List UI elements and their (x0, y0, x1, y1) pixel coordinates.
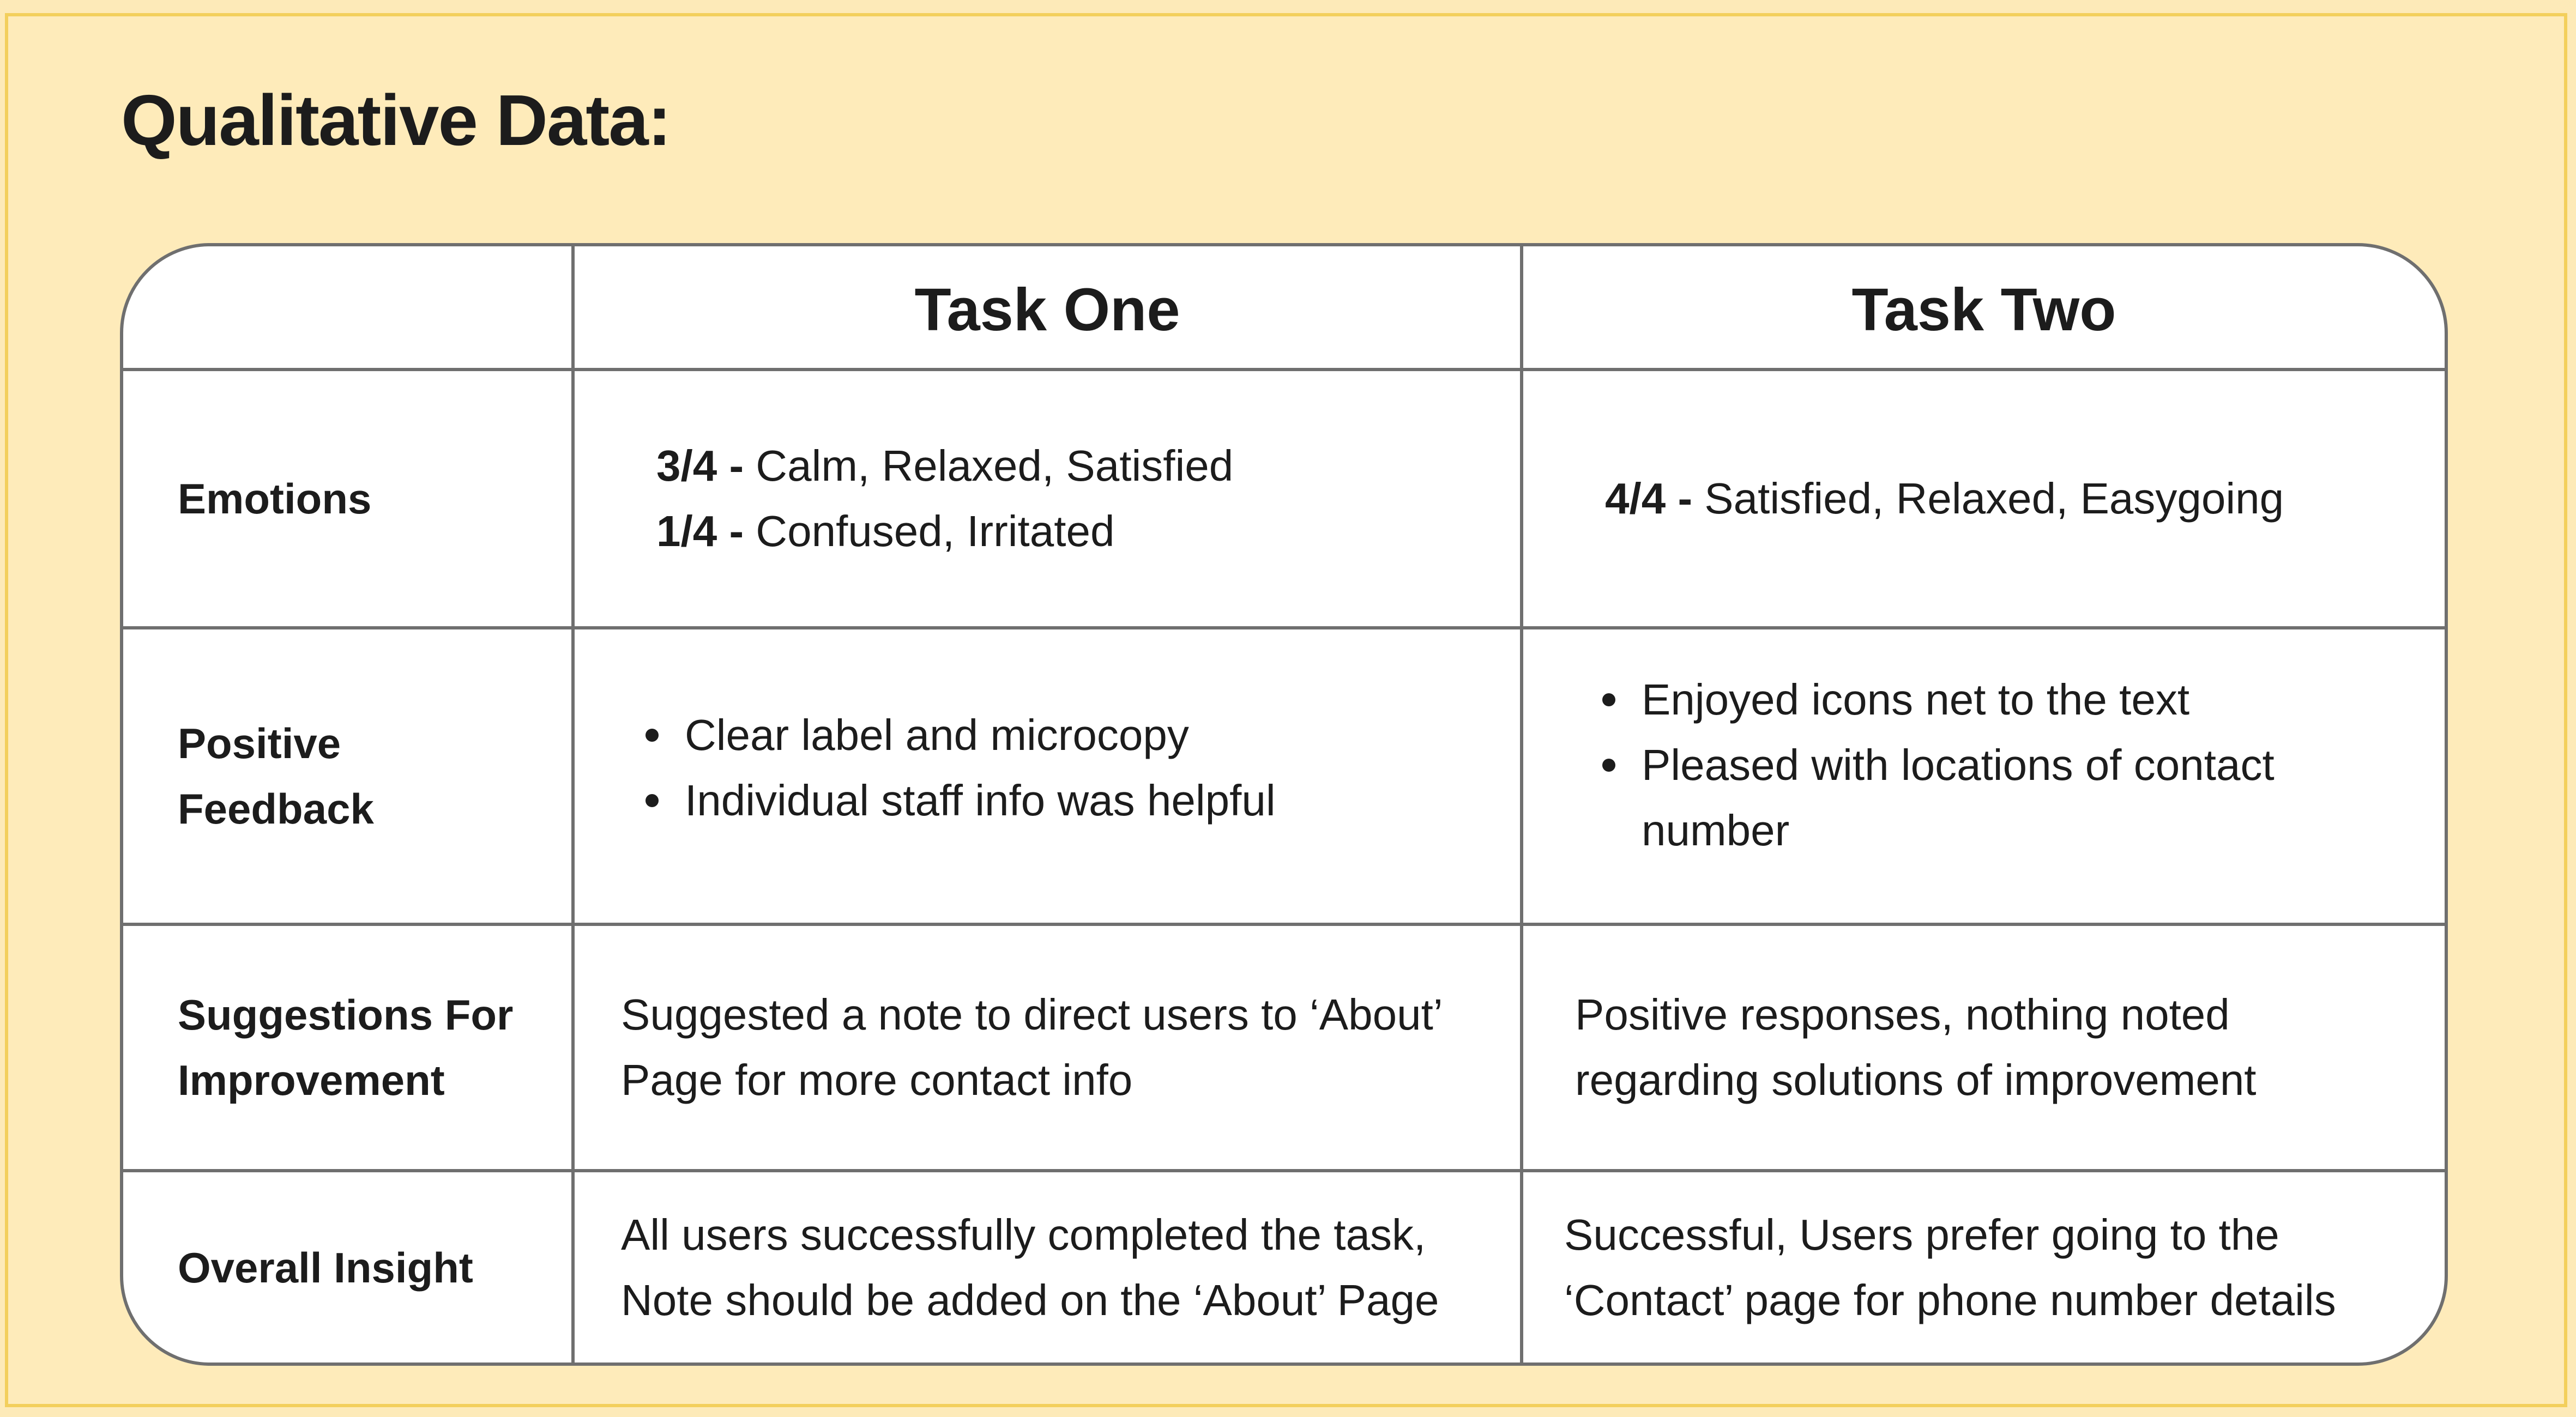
row-label-emotions: Emotions (123, 370, 573, 628)
overall-insight-task-one-cell: All users successfully completed the task, Note should be added on the ‘About’ Page (573, 1171, 1522, 1362)
positive-feedback-task-two-cell (1522, 628, 2445, 924)
column-header-task-one: Task One (573, 246, 1522, 370)
positive-feedback-task-one-cell (573, 628, 1522, 924)
feedback-list (1597, 667, 2445, 863)
header-corner-cell (123, 246, 573, 370)
table-row-positive-feedback (123, 628, 2445, 924)
list-item: Clear label and microcopy (640, 703, 1520, 768)
list-item: Enjoyed icons net to the text (1597, 667, 2445, 732)
qualitative-data-table (120, 243, 2448, 1366)
emotions-task-one-cell (573, 370, 1522, 628)
list-item: Individual staff info was helpful (640, 768, 1520, 833)
row-label-overall-insight: Overall Insight (123, 1171, 573, 1362)
table-row-overall-insight (123, 1171, 2445, 1362)
emotion-line: 1/4 - Confused, Irritated (656, 507, 1115, 555)
list-item: Pleased with locations of contact number (1597, 732, 2312, 863)
suggestions-task-two-cell: Positive responses, nothing noted regarding solutions of improvement (1522, 924, 2445, 1171)
results-table (123, 246, 2445, 1362)
row-label-suggestions: Suggestions For Improvement (123, 924, 573, 1171)
row-label-positive-feedback: Positive Feedback (123, 628, 573, 924)
table-row-emotions (123, 370, 2445, 628)
table-header-row (123, 246, 2445, 370)
column-header-task-two: Task Two (1522, 246, 2445, 370)
suggestions-task-one-cell: Suggested a note to direct users to ‘About’ Page for more contact info (573, 924, 1522, 1171)
emotions-task-two-cell (1522, 370, 2445, 628)
table-row-suggestions (123, 924, 2445, 1171)
emotion-line: 3/4 - Calm, Relaxed, Satisfied (656, 441, 1234, 490)
overall-insight-task-two-cell: Successful, Users prefer going to the ‘Contact’ page for phone number details (1522, 1171, 2445, 1362)
feedback-list (640, 703, 1520, 833)
emotion-line: 4/4 - Satisfied, Relaxed, Easygoing (1605, 474, 2284, 523)
page-title: Qualitative Data: (121, 80, 671, 160)
